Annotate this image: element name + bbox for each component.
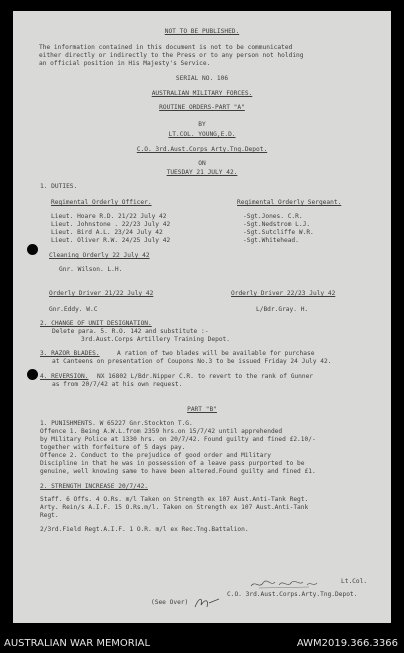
punishment-line: by Military Police at 1330 hrs. on 20/7/42. Found guilty and fined £2.10/- xyxy=(40,436,316,443)
archive-footer xyxy=(0,625,404,653)
document-page xyxy=(13,11,391,623)
by-line: BY xyxy=(198,121,206,128)
item-3-heading: 3. RAZOR BLADES. xyxy=(40,350,100,357)
strength-increase-heading: 2. STRENGTH INCREASE 20/7/42. xyxy=(40,483,149,490)
part-b-heading: PART "B" xyxy=(187,406,217,413)
item-4-line-2: as from 20/7/42 at his own request. xyxy=(52,381,183,388)
officer-roster-row: Lieut. Bird A.L. 23/24 July 42 xyxy=(51,229,163,236)
see-over-note: (See Over) xyxy=(151,599,189,606)
sergeant-roster-row: -Sgt.Nedstrom L.J. xyxy=(243,221,311,228)
force-title: AUSTRALIAN MILITARY FORCES. xyxy=(151,90,253,97)
orderly-driver-b-name: L/Bdr.Gray. H. xyxy=(256,306,309,313)
punishment-line: Offence 2. Conduct to the prejudice of good order and Military xyxy=(40,452,271,459)
punishment-line: Offence 1. Being A.W.L.from 2359 hrs.on 15/7/42 until apprehended xyxy=(40,428,283,435)
notice-line-1: The information contained in this document is not to be communicated xyxy=(39,44,293,51)
item-3-line-1: A ration of two blades will be available for purchase xyxy=(117,350,315,357)
officer-name: LT.COL. YOUNG,E.D. xyxy=(168,131,236,138)
punishment-line: Discipline in that he was in possession of a leave pass purported to be xyxy=(40,460,305,467)
officer-roster-row: Lieut. Hoare R.D. 21/22 July 42 xyxy=(51,213,167,220)
item-3-line-2: at Canteens on presentation of Coupons No.3 to be issued Friday 24 July 42. xyxy=(52,358,332,365)
sergeant-roster-row: -Sgt.Whitehead. xyxy=(243,237,299,244)
on-line: ON xyxy=(198,160,206,167)
item-2-line-2: 3rd.Aust.Corps Artillery Training Depot. xyxy=(81,336,231,343)
item-4-heading: 4. REVERSION. xyxy=(40,373,89,380)
item-2-heading: 2. CHANGE OF UNIT DESIGNATION. xyxy=(40,320,152,327)
duties-heading: 1. DUTIES. xyxy=(40,183,78,190)
punishment-line: 1. PUNISHMENTS. W 65227 Gnr.Stockton T.G. xyxy=(40,420,193,427)
serial-number: SERIAL NO. 106 xyxy=(175,75,229,82)
officer-roster-row: Lieut. Johnstone . 22/23 July 42 xyxy=(51,221,171,228)
signatory-rank: Lt.Col. xyxy=(341,578,368,585)
cleaning-orderly-heading: Cleaning Orderly 22 July 42 xyxy=(49,252,150,259)
punch-hole xyxy=(27,369,38,380)
notice-line-2: either directly or indirectly to the Press or to any person not holding xyxy=(39,52,304,59)
orderly-driver-a-heading: Orderly Driver 21/22 July 42 xyxy=(49,290,154,297)
strength-line: Staff. 6 Offs. 4 O.Rs. m/l Taken on Strength ex 107 Aust.Anti-Tank Regt. xyxy=(40,496,309,503)
strength-line: 2/3rd.Field Regt.A.I.F. 1 O.R. m/l ex Rec.Tng.Battalion. xyxy=(40,526,249,533)
punch-hole xyxy=(27,244,38,255)
cleaning-orderly-name: Gnr. Wilson. L.H. xyxy=(59,266,123,273)
sergeant-roster-row: -Sgt.Jones. C.R. xyxy=(243,213,303,220)
item-2-line-1: Delete para. 5. R.O. 142 and substitute :- xyxy=(52,328,209,335)
item-4-line-1: NX 16802 L/Bdr.Nipper C.R. to revert to the rank of Gunner xyxy=(97,373,314,380)
sergeant-roster-row: -Sgt.Sutcliffe W.R. xyxy=(243,229,314,236)
order-date: TUESDAY 21 JULY 42. xyxy=(166,169,238,176)
footer-reference: AWM2019.366.3366 xyxy=(296,638,398,649)
orderly-driver-a-name: Gnr.Eddy. W.C xyxy=(49,306,98,313)
not-published-heading: NOT TO BE PUBLISHED. xyxy=(164,28,240,35)
orderly-officer-heading: Regimental Orderly Officer. xyxy=(51,199,152,206)
punishment-line: genuine, well knowing same to have been altered.Found guilty and fined £1. xyxy=(40,468,316,475)
handwritten-initials xyxy=(191,593,221,613)
routine-orders-title: ROUTINE ORDERS-PART "A" xyxy=(159,104,245,111)
orderly-sergeant-heading: Regimental Orderly Sergeant. xyxy=(237,199,342,206)
strength-line: Arty. Rein/s A.I.F. 15 O.Rs.m/l. Taken on Strength ex 107 Aust.Anti-Tank xyxy=(40,504,309,511)
punishment-line: together with forfeiture of 5 days pay. xyxy=(40,444,186,451)
notice-line-3: an official position in His Majesty's Service. xyxy=(39,60,211,67)
command-title: C.O. 3rd.Aust.Corps Arty.Tng.Depot. xyxy=(136,146,268,153)
officer-roster-row: Lieut. Oliver R.W. 24/25 July 42 xyxy=(51,237,171,244)
orderly-driver-b-heading: Orderly Driver 22/23 July 42 xyxy=(231,290,336,297)
signatory-command: C.O. 3rd.Aust.Corps.Arty.Tng.Depot. xyxy=(227,591,358,598)
handwritten-signature xyxy=(249,577,319,591)
strength-line: Regt. xyxy=(40,512,59,519)
footer-institution: AUSTRALIAN WAR MEMORIAL xyxy=(4,638,151,649)
